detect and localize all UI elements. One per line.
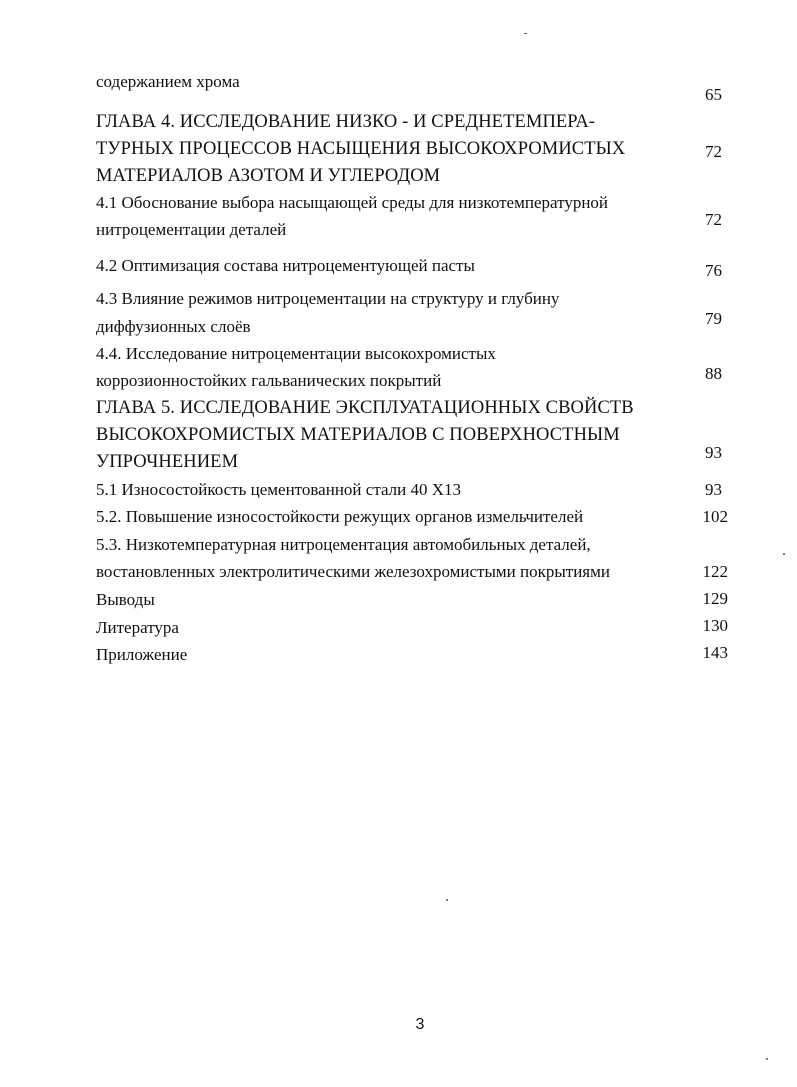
- toc-entry-4-4-line-2: коррозионностойких гальванических покрытий: [96, 371, 442, 390]
- toc-page-number: 65: [705, 85, 722, 104]
- toc-entry-4-3-line-2: диффузионных слоёв: [96, 317, 251, 336]
- chapter-4-title-line-1: ГЛАВА 4. ИССЛЕДОВАНИЕ НИЗКО - И СРЕДНЕТЕМПЕРА-: [96, 112, 596, 132]
- scan-speck: [446, 899, 448, 901]
- chapter-4-title-line-3: МАТЕРИАЛОВ АЗОТОМ И УГЛЕРОДОМ: [96, 166, 441, 186]
- toc-entry-5-3-line-1: 5.3. Низкотемпературная нитроцементация автомобильных деталей,: [96, 535, 591, 554]
- toc-entry-4-3-line-1: 4.3 Влияние режимов нитроцементации на структуру и глубину: [96, 289, 560, 308]
- toc-page-number: 143: [702, 643, 728, 662]
- toc-page-number: 72: [705, 142, 722, 161]
- toc-page-number: 76: [705, 261, 722, 280]
- toc-entry-4-1-line-2: нитроцементации деталей: [96, 220, 287, 239]
- toc-entry-4-4-line-1: 4.4. Исследование нитроцементации высокохромистых: [96, 344, 496, 363]
- scan-speck: [524, 33, 527, 34]
- chapter-5-title-line-2: ВЫСОКОХРОМИСТЫХ МАТЕРИАЛОВ С ПОВЕРХНОСТНЫМ: [96, 425, 620, 445]
- toc-entry-5-1: 5.1 Износостойкость цементованной стали 40 Х13: [96, 480, 462, 499]
- toc-page-number: 93: [705, 480, 722, 499]
- toc-page-number: 79: [705, 309, 722, 328]
- toc-entry-conclusions: Выводы: [96, 590, 155, 609]
- toc-entry-appendix: Приложение: [96, 645, 188, 664]
- chapter-5-title-line-3: УПРОЧНЕНИЕМ: [96, 452, 239, 472]
- toc-page-number: 88: [705, 364, 722, 383]
- toc-entry-5-2: 5.2. Повышение износостойкости режущих органов измельчителей: [96, 507, 584, 526]
- toc-page-number: 102: [702, 507, 728, 526]
- scan-speck: [766, 1058, 768, 1060]
- chapter-5-title-line-1: ГЛАВА 5. ИССЛЕДОВАНИЕ ЭКСПЛУАТАЦИОННЫХ СВОЙСТВ: [96, 398, 634, 418]
- page-number: 3: [415, 1016, 425, 1033]
- scan-speck: [783, 553, 785, 555]
- toc-page-number: 130: [702, 616, 728, 635]
- toc-entry-continuation: содержанием хрома: [96, 72, 240, 91]
- toc-entry-literature: Литература: [96, 618, 179, 637]
- toc-page-number: 72: [705, 210, 722, 229]
- toc-page-number: 129: [702, 589, 728, 608]
- toc-page-number: 93: [705, 443, 722, 462]
- toc-entry-4-1-line-1: 4.1 Обоснование выбора насыщающей среды для низкотемпературной: [96, 193, 609, 212]
- toc-entry-4-2: 4.2 Оптимизация состава нитроцементующей пасты: [96, 256, 475, 275]
- toc-entry-5-3-line-2: востановленных электролитическими железохромистыми покрытиями: [96, 562, 610, 581]
- toc-page-number: 122: [702, 562, 728, 581]
- chapter-4-title-line-2: ТУРНЫХ ПРОЦЕССОВ НАСЫЩЕНИЯ ВЫСОКОХРОМИСТЫХ: [96, 139, 626, 159]
